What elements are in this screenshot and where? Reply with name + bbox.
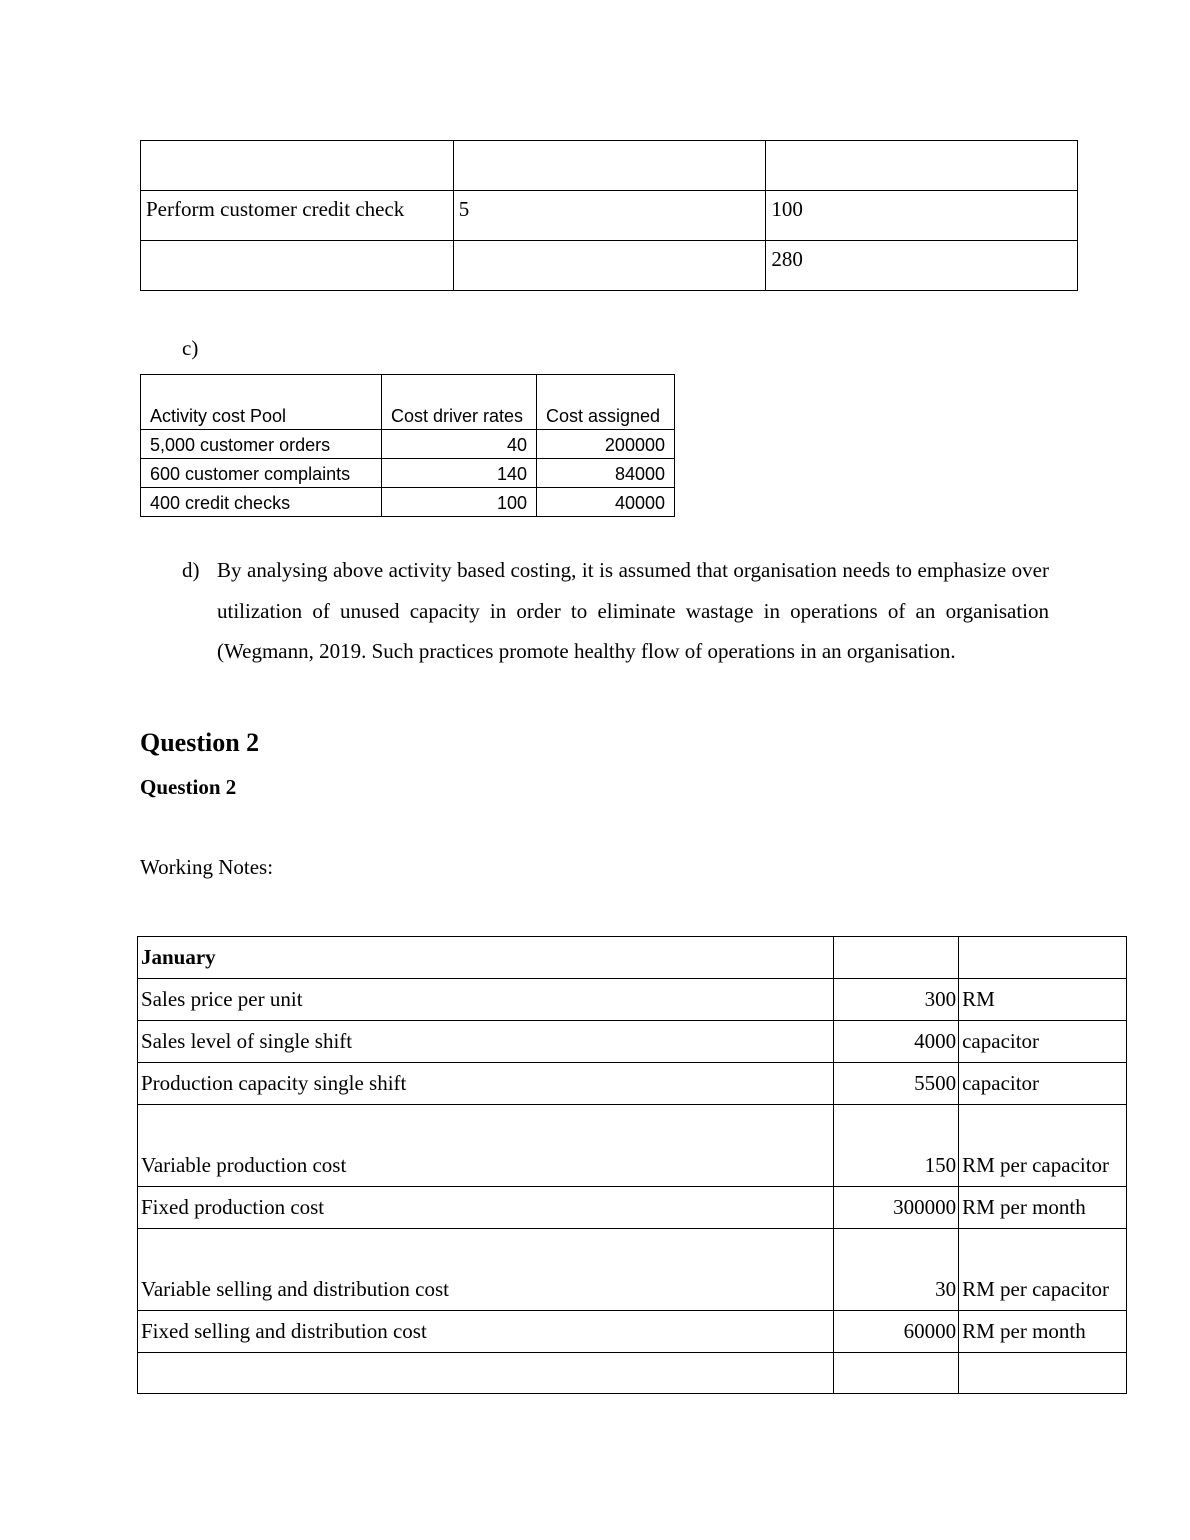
table-cell: 40000 — [537, 488, 675, 517]
table-cell: RM per month — [959, 1187, 1127, 1229]
table-cell: 4000 — [834, 1021, 959, 1063]
activity-table-continued — [140, 140, 1078, 291]
table-cell: Variable production cost — [138, 1105, 834, 1187]
january-table — [137, 936, 1127, 1394]
table-row — [138, 1187, 1127, 1229]
table-cell: Perform customer credit check — [141, 191, 454, 241]
table-cell — [959, 1353, 1127, 1394]
table-cell — [766, 141, 1078, 191]
table-cell — [959, 937, 1127, 979]
table-row — [141, 459, 675, 488]
table-row — [138, 979, 1127, 1021]
table-row — [138, 1105, 1127, 1187]
table-cell: 60000 — [834, 1311, 959, 1353]
table-header-row — [138, 937, 1127, 979]
table-row — [138, 1311, 1127, 1353]
table-cell — [141, 141, 454, 191]
table-row — [141, 241, 1078, 291]
table-cell: 150 — [834, 1105, 959, 1187]
table-cell: 300 — [834, 979, 959, 1021]
table-cell: capacitor — [959, 1021, 1127, 1063]
table-row — [141, 191, 1078, 241]
table-row — [141, 430, 675, 459]
section-d-paragraph — [182, 550, 1049, 672]
table-cell: 30 — [834, 1229, 959, 1311]
table-cell: Fixed production cost — [138, 1187, 834, 1229]
table-cell: Variable selling and distribution cost — [138, 1229, 834, 1311]
table-cell: 40 — [382, 430, 537, 459]
table-cell: Sales level of single shift — [138, 1021, 834, 1063]
column-header: Cost assigned — [537, 375, 675, 430]
table-cell: RM per capacitor — [959, 1105, 1127, 1187]
table-cell: capacitor — [959, 1063, 1127, 1105]
table-cell: RM per capacitor — [959, 1229, 1127, 1311]
table-cell: 100 — [766, 191, 1078, 241]
table-cell: 84000 — [537, 459, 675, 488]
table-cell — [138, 1353, 834, 1394]
question-heading: Question 2 — [140, 728, 260, 757]
table-title: January — [138, 937, 834, 979]
table-cell: Fixed selling and distribution cost — [138, 1311, 834, 1353]
table-cell: 400 credit checks — [141, 488, 382, 517]
table-cell — [834, 937, 959, 979]
section-c-label: c) — [182, 336, 199, 360]
section-d-label: d) — [182, 558, 200, 582]
table-row — [141, 488, 675, 517]
table-cell: 5,000 customer orders — [141, 430, 382, 459]
table-cell: Production capacity single shift — [138, 1063, 834, 1105]
table-row — [138, 1229, 1127, 1311]
table-cell — [834, 1353, 959, 1394]
table-cell: RM — [959, 979, 1127, 1021]
column-header: Activity cost Pool — [141, 375, 382, 430]
cost-pool-table — [140, 374, 675, 517]
table-cell — [453, 141, 766, 191]
table-cell: 300000 — [834, 1187, 959, 1229]
table-cell: 200000 — [537, 430, 675, 459]
table-cell — [141, 241, 454, 291]
table-cell — [453, 241, 766, 291]
table-row — [138, 1021, 1127, 1063]
table-row — [138, 1353, 1127, 1394]
table-cell: 280 — [766, 241, 1078, 291]
table-cell: RM per month — [959, 1311, 1127, 1353]
table-row — [141, 141, 1078, 191]
question-subheading: Question 2 — [140, 775, 237, 799]
table-cell: 140 — [382, 459, 537, 488]
table-cell: 100 — [382, 488, 537, 517]
table-row — [138, 1063, 1127, 1105]
table-cell: Sales price per unit — [138, 979, 834, 1021]
column-header: Cost driver rates — [382, 375, 537, 430]
table-cell: 5500 — [834, 1063, 959, 1105]
table-cell: 600 customer complaints — [141, 459, 382, 488]
table-header-row — [141, 375, 675, 430]
working-notes-label: Working Notes: — [140, 855, 274, 879]
section-d-text: By analysing above activity based costing, it is assumed that organisation needs to emphasize over utilization of unused capacity in order to eliminate wastage in operations of an organisation (Wegmann, 2019. Such practices promote healthy flow of operations in an organisation. — [217, 558, 1049, 663]
table-cell: 5 — [453, 191, 766, 241]
